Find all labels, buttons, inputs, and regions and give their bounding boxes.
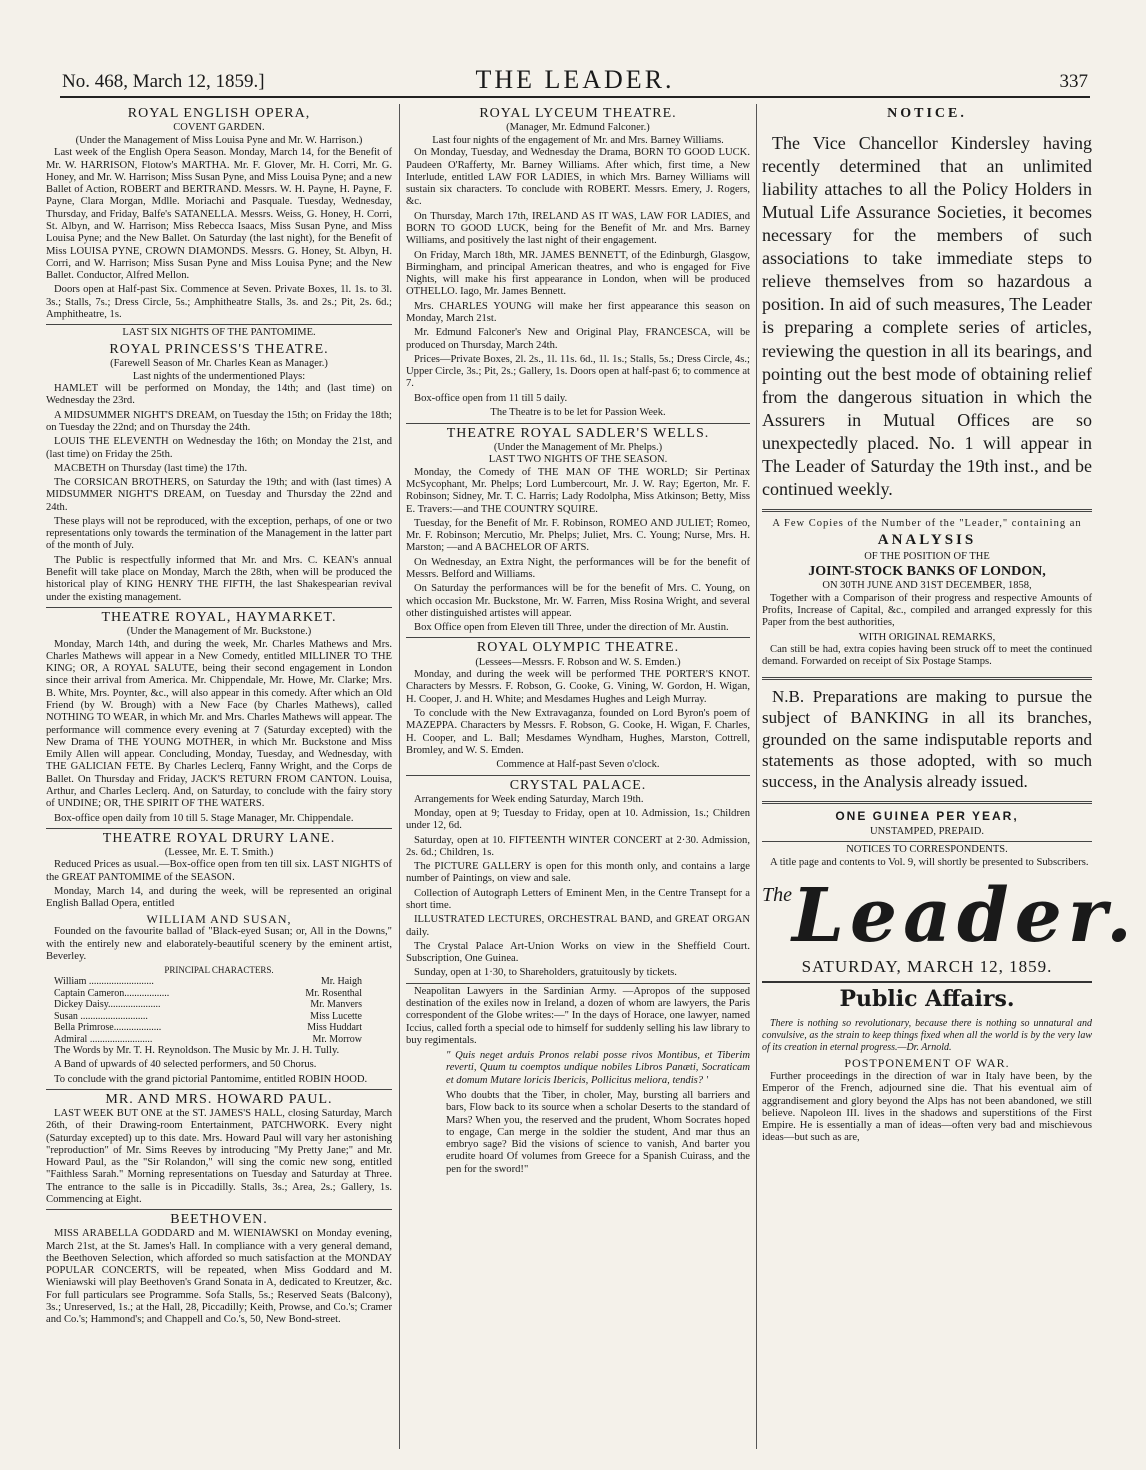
section-title: THEATRE ROYAL DRURY LANE.	[102, 830, 336, 846]
paragraph: Monday, and during the week will be performed THE PORTER'S KNOT. Characters by Messrs. F. Robson, G. Cooke, G. Vining, W. Gordon, H. Wigan, H. Cooper, J. and H. White; and Mesdames Hughes and Leigh Murray.	[406, 669, 750, 705]
analysis-date: ON 30TH JUNE AND 31ST DECEMBER, 1858,	[822, 580, 1032, 592]
section-note: Commence at Half-past Seven o'clock.	[496, 759, 660, 771]
howard-paul-advert	[46, 1092, 392, 1206]
paragraph: To conclude with the grand pictorial Pantomime, entitled ROBIN HOOD.	[54, 1073, 368, 1085]
divider	[46, 1089, 392, 1090]
divider	[406, 637, 750, 638]
paragraph: Last week of the English Opera Season. Monday, March 14, for the Benefit of Mr. W. HARRISON, Flotow's MARTHA. Mr. F. Glover, Mr. H. Corri, Mr. G. Honey, and Mr. W. Harrison; Miss Susan Pyne, and Miss Louisa Pyne; and a new Ballet of Action, ROBERT and BERTRAND. Messrs. W. H. Payne, H. Payne, F. Payne, Clara Morgan, Mdlle. Moriachi and Pasquale. Tuesday, Wednesday, Thursday, and Friday, Balfe's SATANELLA. Messrs. Weiss, G. Honey, H. Corri, St. Albyn, and W. Harrison; Miss Rebecca Isaacs, Miss Susan Pyne, and Miss Louisa Pyne; and the New Ballet. On Saturday (the last night), for the Benefit of Miss LOUISA PYNE, CROWN DIAMONDS. Messrs. G. Honey, St. Albyn, H. Corri, and W. Harrison; Miss Susan Pyne and Miss Louisa Pyne; and the New Ballet. Conductor, Alfred Mellon.	[46, 147, 392, 282]
cast-row	[46, 1011, 392, 1023]
section-subtitle: Last nights of the undermentioned Plays:	[132, 370, 306, 382]
paragraph: Can still be had, extra copies having been struck off to meet the continued demand. Forwarded on receipt of Six Postage Stamps.	[762, 644, 1092, 668]
notice-body: The Vice Chancellor Kindersley having recently determined that an unlimited liability attaches to all the Policy Holders in Mutual Life Assurance Societies, it becomes necessary for the members of such associations to take immediate steps to relieve themselves from so hazardous a position. In aid of such measures, The Leader is preparing a complete series of articles, reviewing the question in all its bearings, and pointing out the best mode of obtaining relief from the dangerous situation in which the Assurers in Mutual Offices are so unexpectedly placed. No. 1 will appear in The Leader of Saturday the 19th inst., and be continued weekly.	[762, 133, 1092, 499]
paragraph: Saturday, open at 10. FIFTEENTH WINTER CONCERT at 2·30. Admission, 2s. 6d.; Children, 1s.	[406, 834, 750, 858]
cast-row	[46, 999, 392, 1011]
section-title: ROYAL LYCEUM THEATRE.	[479, 106, 677, 121]
epigraph: There is nothing so revolutionary, because there is nothing so unnatural and convulsive, as the strain to keep things fixed when all the world is by the very law of its creation in eternal progress.—Dr. Arnold.	[762, 1018, 1092, 1053]
joint-stock-title: JOINT-STOCK BANKS OF LONDON,	[808, 563, 1046, 579]
analysis-of: OF THE POSITION OF THE	[864, 551, 990, 563]
paragraph: Monday, March 14th, and during the week, Mr. Charles Mathews and Mrs. Charles Mathews will appear in a New Comedy, entitled MILLINER TO THE KING; OR, A ROYAL SALUTE, being their second engagement in London since their arrival from America. Mr. Chippendale, Mr. Howe, Mr. Clarke; Mrs. B. White, Mrs. Poynter, &c., will also appear in this comedy. After which an Old Friend (by W. Brough) with a New Face (by Charles Mathews), called NOTHING TO WEAR, in which Mr. and Mrs. Charles Mathews will appear. The performance will commence every evening at 7 (Saturday excepted) with the New Drama of THE YOUNG MOTHER, in which Mr. Buckstone and Miss Emily Allen will appear. Concluding, Monday, Tuesday, and Wednesday, with THE GALICIAN FETE. By Charles Leclerq, Fanny Wright, and the Corps de Ballet. On Thursday and Friday, JACK'S RETURN FROM CANTON. Louisa, Arthur, and Charles Leclerq. And, on Saturday, to conclude with the fairy story of UNDINE; OR, THE SPIRIT OF THE WATERS.	[46, 638, 392, 810]
paragraph: Doors open at Half-past Six. Commence at Seven. Private Boxes, 1l. 1s. to 3l. 3s.; Stalls, 7s.; Dress Circle, 5s.; Amphitheatre Stalls, 3s. and 2s.; Pit, 2s. 6d.; Amphitheatre, 1s.	[46, 284, 392, 320]
paragraph: MISS ARABELLA GODDARD and M. WIENIAWSKI on Monday evening, March 21st, at the St. James's Hall. In compliance with a very general demand, the Beethoven Selection, which afforded so much satisfaction at the MONDAY POPULAR CONCERTS, will be repeated, when Miss Goddard and M. Wieniawski will play Beethoven's Grand Sonata in A, dedicated to Kreutzer, &c. For full particulars see Programme. Sofa Stalls, 5s.; Reserved Seats (Balcony), 3s.; Unreserved, 1s.; at the Hall, 28, Piccadilly; Keith, Prowse, and Co.'s; Cramer and Co.'s; Hammond's; and Chappell and Co.'s, 50, New Bond-street.	[46, 1228, 392, 1326]
issue-number: No. 468, March 12, 1859.]	[62, 71, 265, 92]
section-subtitle: LAST TWO NIGHTS OF THE SEASON.	[488, 454, 668, 466]
cast-row	[46, 1034, 392, 1046]
paragraph: The Crystal Palace Art-Union Works on view in the Sheffield Court. Subscription, One Guinea.	[406, 940, 750, 965]
section-subtitle: COVENT GARDEN.	[173, 122, 265, 134]
article-title: POSTPONEMENT OF WAR.	[844, 1056, 1010, 1071]
divider	[762, 841, 1092, 842]
paragraph: A title page and contents to Vol. 9, will shortly be presented to Subscribers.	[770, 856, 1089, 868]
cast-actor: Mr. Manvers	[310, 999, 362, 1011]
public-affairs-title: Public Affairs.	[839, 985, 1015, 1012]
paragraph: Box Office open from Eleven till Three, under the direction of Mr. Austin.	[414, 622, 729, 634]
paragraph: HAMLET will be performed on Monday, the 14th; and (last time) on Wednesday the 23rd.	[46, 383, 392, 407]
latin-verse: " Quis neget arduis Pronos relabi posse rivos Montibus, et Tiberim reverti, Quum tu coemptos undique nobiles Libros Panæti, Socraticam et domum Mutare loricis Ibericis, Pollicitus meliora, tendis? '	[446, 1050, 750, 1086]
paragraph: Mrs. CHARLES YOUNG will make her first appearance this season on Monday, March 21st.	[406, 300, 750, 324]
beethoven-advert	[46, 1212, 392, 1326]
cast-row	[46, 988, 392, 1000]
paragraph: Box-office open from 11 till 5 daily.	[414, 392, 568, 404]
section-subtitle: (Under the Management of Mr. Buckstone.)	[126, 625, 312, 637]
nb-paragraph: N.B. Preparations are making to pursue the subject of BANKING in all its branches, grounded on the same indisputable reports and statements as those adopted, with so much success, in the Analysis already issued.	[762, 686, 1092, 792]
column-3	[762, 104, 1138, 1444]
divider	[46, 828, 392, 829]
paragraph: On Friday, March 18th, MR. JAMES BENNETT, of the Edinburgh, Glasgow, Birmingham, and principal American theatres, and who is engaged for Five Nights, will make his first appearance in London, when will be produced OTHELLO. Iago, Mr. James Bennett.	[406, 249, 750, 298]
column-1	[46, 104, 392, 1444]
sadlers-wells-advert	[406, 426, 750, 635]
paragraph: Neapolitan Lawyers in the Sardinian Army. —Apropos of the supposed destination of the exiles now in Ireland, a dozen of whom are lawyers, the Paris correspondent of the Globe writes:—" In the days of Horace, one lawyer, named Iccius, called forth a special ode to himself for suddenly selling his law library to buy regimentals.	[406, 985, 750, 1046]
section-subtitle: (Manager, Mr. Edmund Falconer.)	[506, 122, 650, 134]
paragraph: Reduced Prices as usual.—Box-office open from ten till six. LAST NIGHTS of the GREAT PANTOMIME of the SEASON.	[46, 859, 392, 883]
cast-actor: Miss Huddart	[307, 1022, 362, 1034]
masthead-the: The	[762, 884, 792, 907]
crystal-palace-advert	[406, 778, 750, 980]
cast-role: William ..........................	[54, 976, 154, 988]
opera-advert	[46, 106, 392, 321]
paragraph: Box-office open daily from 10 till 5. Stage Manager, Mr. Chippendale.	[54, 812, 354, 824]
paragraph: These plays will not be reproduced, with the exception, perhaps, of one or two representations only towards the termination of the Management in the latter part of the month of July.	[46, 515, 392, 552]
section-title: ROYAL ENGLISH OPERA,	[127, 106, 311, 121]
paragraph: Prices—Private Boxes, 2l. 2s., 1l. 11s. 6d., 1l. 1s.; Stalls, 5s.; Dress Circle, 4s.; Upper Circle, 3s.; Pit, 2s.; Gallery, 1s. Doors open at half-past 6; to commence at 7.	[406, 353, 750, 390]
cast-role: Susan ...........................	[54, 1010, 148, 1022]
lyceum-advert	[406, 106, 750, 420]
masthead-name: Leader.	[792, 873, 1138, 960]
section-note: The Theatre is to be let for Passion Week.	[490, 406, 666, 418]
divider	[762, 677, 1092, 680]
cast-actor: Mr. Haigh	[320, 976, 362, 988]
paragraph: ILLUSTRATED LECTURES, ORCHESTRAL BAND, and GREAT ORGAN daily.	[406, 914, 750, 938]
paragraph: On Monday, Tuesday, and Wednesday the Drama, BORN TO GOOD LUCK. Paudeen O'Rafferty, Mr. Barney Williams. After which, first time, a New Interlude, entitled LAW FOR LADIES, in which Mrs. Barney Williams will sustain six characters. To conclude with ROBERT. Messrs. Emery, J. Rogers, &c.	[406, 147, 750, 208]
column-divider	[399, 104, 400, 1449]
page-header	[60, 66, 1090, 98]
cast-actor: Mr. Rosenthal	[305, 987, 362, 999]
drury-lane-advert	[46, 831, 392, 1086]
haymarket-advert	[46, 610, 392, 825]
column-2	[406, 104, 750, 1444]
princess-advert	[46, 327, 392, 604]
section-subtitle: (Lessee, Mr. E. T. Smith.)	[164, 846, 274, 858]
cast-actor: Miss Lucette	[310, 1010, 362, 1022]
lawyers-article	[406, 986, 750, 1176]
paragraph: MACBETH on Thursday (last time) the 17th.	[54, 462, 248, 474]
divider	[46, 324, 392, 325]
notices-title: NOTICES TO CORRESPONDENTS.	[846, 844, 1008, 856]
cast-row	[46, 976, 392, 988]
cast-heading: PRINCIPAL CHARACTERS.	[164, 965, 274, 976]
paragraph: Sunday, open at 1·30, to Shareholders, gratuitously by tickets.	[414, 967, 677, 979]
analysis-intro: A Few Copies of the Number of the "Leader," containing an	[772, 517, 1082, 529]
section-title: THEATRE ROYAL, HAYMARKET.	[101, 609, 337, 625]
analysis-title: ANALYSIS	[877, 531, 977, 548]
section-pretitle: LAST SIX NIGHTS OF THE PANTOMIME.	[122, 327, 316, 339]
cast-role: Bella Primrose...................	[54, 1022, 162, 1034]
section-title: CRYSTAL PALACE.	[509, 777, 647, 793]
issue-date: SATURDAY, MARCH 12, 1859.	[762, 957, 1092, 983]
column-divider	[756, 104, 757, 1449]
paragraph: Mr. Edmund Falconer's New and Original Play, FRANCESCA, will be produced on Thursday, March 24th.	[406, 327, 750, 351]
paragraph: Monday, open at 9; Tuesday to Friday, open at 10. Admission, 1s.; Children under 12, 6d.	[406, 808, 750, 832]
divider	[46, 607, 392, 608]
paragraph: Monday, March 14, and during the week, will be represented an original English Ballad Opera, entitled	[46, 886, 392, 910]
paragraph: The CORSICAN BROTHERS, on Saturday the 19th; and with (last times) A MIDSUMMER NIGHT'S DREAM, on Tuesday and Thursday the 22nd and 24th.	[46, 477, 392, 513]
paragraph: Collection of Autograph Letters of Eminent Men, in the Centre Transept for a short time.	[406, 887, 750, 912]
paragraph: A MIDSUMMER NIGHT'S DREAM, on Tuesday the 15th; on Friday the 18th; on Tuesday the 22nd; and on Thursday the 24th.	[46, 409, 392, 433]
paragraph: LAST WEEK BUT ONE at the ST. JAMES'S HALL, closing Saturday, March 26th, of their Drawing-room Entertainment, PATCHWORK. Every night (Saturday excepted) up to this date. Mrs. Howard Paul will vary her astonishing "reproduction" of Mr. Sims Reeves by introducing "My Pretty Jane;" and Mr. Howard Paul, as the "Sir Rolandon," will sing the comic new song, entitled "Faithless Sarah." Morning representations on Tuesday and Saturday at Three. The entrance to the salle is in Piccadilly. Stalls, 3s.; Area, 2s.; Gallery, 1s. Commencing at Eight.	[46, 1107, 392, 1205]
paragraph: To conclude with the New Extravaganza, founded on Lord Byron's poem of MAZEPPA. Characters by Messrs. F. Robson, G. Cooke, H. Wigan, F. Charles, H. Cooper, and L. Ball; Mesdames Wyndham, Hughes, Marston, Cottrell, Bromley, and W. S. Emden.	[406, 707, 750, 756]
cast-row	[46, 1022, 392, 1034]
price-line: ONE GUINEA PER YEAR,	[835, 808, 1019, 823]
divider	[762, 801, 1092, 804]
section-title: BEETHOVEN.	[170, 1212, 268, 1228]
opera-title: WILLIAM AND SUSAN,	[146, 911, 292, 926]
paragraph: Further proceedings in the direction of war in Italy have been, by the Emperor of the French, adjourned sine die. That his eventual aim of aggrandisement and glory beyond the Alps has not been abandoned, we still believe. Napoleon III. lives in the shadows and superstitions of the First Empire. He is essentially a man of ideas—often very bad and mischievous ideas—but such as are,	[762, 1070, 1092, 1144]
analysis-with: WITH ORIGINAL REMARKS,	[858, 631, 996, 643]
price-subline: UNSTAMPED, PREPAID.	[869, 825, 984, 837]
paragraph: Arrangements for Week ending Saturday, March 19th.	[414, 793, 644, 805]
divider	[406, 423, 750, 424]
cast-role: Captain Cameron..................	[54, 987, 170, 999]
section-subtitle: (Under the Management of Mr. Phelps.)	[493, 441, 663, 453]
paragraph: On Saturday the performances will be for the benefit of Mrs. C. Young, on which occasion Mr. Buckstone, Mr. W. Farren, Miss Rosina Wright, and several other distinguished artistes will appear.	[406, 583, 750, 619]
paragraph: A Band of upwards of 40 selected performers, and 50 Chorus.	[54, 1059, 317, 1071]
english-verse: Who doubts that the Tiber, in choler, May, bursting all barriers and bars, Flow back to its source when a scholar Deserts to the standard of Mars? When you, the reserved and the prudent, Whom Socrates hoped to engage, Can merge in the soldier the student, And mar thus an embryo sage? Bid the visions of science to vanish, And barter you erudite hoard Of volumes from Greece for a Spanish Cuirass, and the pen for the sword!"	[446, 1089, 750, 1175]
section-title: ROYAL PRINCESS'S THEATRE.	[109, 341, 329, 357]
paragraph: Together with a Comparison of their progress and respective Amounts of Profits, Increase of Capital, &c., compiled and arranged expressly for this Paper from the best authorities,	[762, 592, 1092, 629]
paragraph: On Wednesday, an Extra Night, the performances will be for the benefit of Messrs. Belford and Williams.	[406, 556, 750, 581]
divider	[46, 1209, 392, 1210]
paragraph: Monday, the Comedy of THE MAN OF THE WORLD; Sir Pertinax McSycophant, Mr. Phelps; Lord Lumbercourt, Mr. J. W. Ray; Egerton, Mr. F. Robinson; Sidney, Mr. T. C. Harris; Lady Rodolpha, Miss Atkinson; Betty, Miss E. Travers:—and THE COUNTRY SQUIRE.	[406, 466, 750, 515]
paragraph: Founded on the favourite ballad of "Black-eyed Susan; or, All in the Downs," with the entirely new and elaborately-beautiful scenery by the eminent artist, Beverley.	[46, 926, 392, 962]
cast-actor: Mr. Morrow	[312, 1033, 362, 1045]
divider	[762, 509, 1092, 512]
paragraph: Tuesday, for the Benefit of Mr. F. Robinson, ROMEO AND JULIET; Romeo, Mr. F. Robinson; Mercutio, Mr. Phelps; Juliet, Mrs. C. Young; Nurse, Mrs. H. Marston; —and A BACHELOR OF ARTS.	[406, 517, 750, 554]
paragraph: The Public is respectfully informed that Mr. and Mrs. C. KEAN's annual Benefit will take place on Monday, March the 28th, when will be produced the historical play of KING HENRY THE FIFTH, the last Shakespearian revival under the existing management.	[46, 554, 392, 603]
section-subtitle: (Lessees—Messrs. F. Robson and W. S. Emden.)	[475, 656, 681, 668]
page-number: 337	[1059, 71, 1088, 92]
section-title: THEATRE ROYAL SADLER'S WELLS.	[446, 425, 710, 441]
section-subtitle: (Farewell Season of Mr. Charles Kean as Manager.)	[110, 357, 328, 369]
cast-role: Admiral .........................	[54, 1033, 153, 1045]
section-subtitle: Last four nights of the engagement of Mr. and Mrs. Barney Williams.	[432, 134, 724, 146]
paragraph: The Words by Mr. T. H. Reynoldson. The Music by Mr. J. H. Tully.	[54, 1045, 340, 1057]
notice-title: NOTICE.	[887, 106, 967, 121]
olympic-advert	[406, 640, 750, 771]
section-subtitle: (Under the Management of Miss Louisa Pyne and Mr. W. Harrison.)	[75, 134, 363, 146]
divider	[406, 775, 750, 776]
divider	[406, 983, 750, 984]
cast-role: Dickey Daisy.....................	[54, 999, 161, 1011]
section-title: MR. AND MRS. HOWARD PAUL.	[105, 1091, 333, 1107]
masthead	[762, 873, 1138, 960]
paragraph: The PICTURE GALLERY is open for this month only, and contains a large number of Paintings, on view and sale.	[406, 861, 750, 885]
newspaper-title: THE LEADER.	[475, 65, 675, 94]
section-title: ROYAL OLYMPIC THEATRE.	[476, 640, 680, 656]
paragraph: LOUIS THE ELEVENTH on Wednesday the 16th; on Monday the 21st, and (last time) on Friday the 25th.	[46, 436, 392, 460]
paragraph: On Thursday, March 17th, IRELAND AS IT WAS, LAW FOR LADIES, and BORN TO GOOD LUCK, being for the Benefit of Mr. and Mrs. Barney Williams, and positively the last night of their engagement.	[406, 210, 750, 247]
